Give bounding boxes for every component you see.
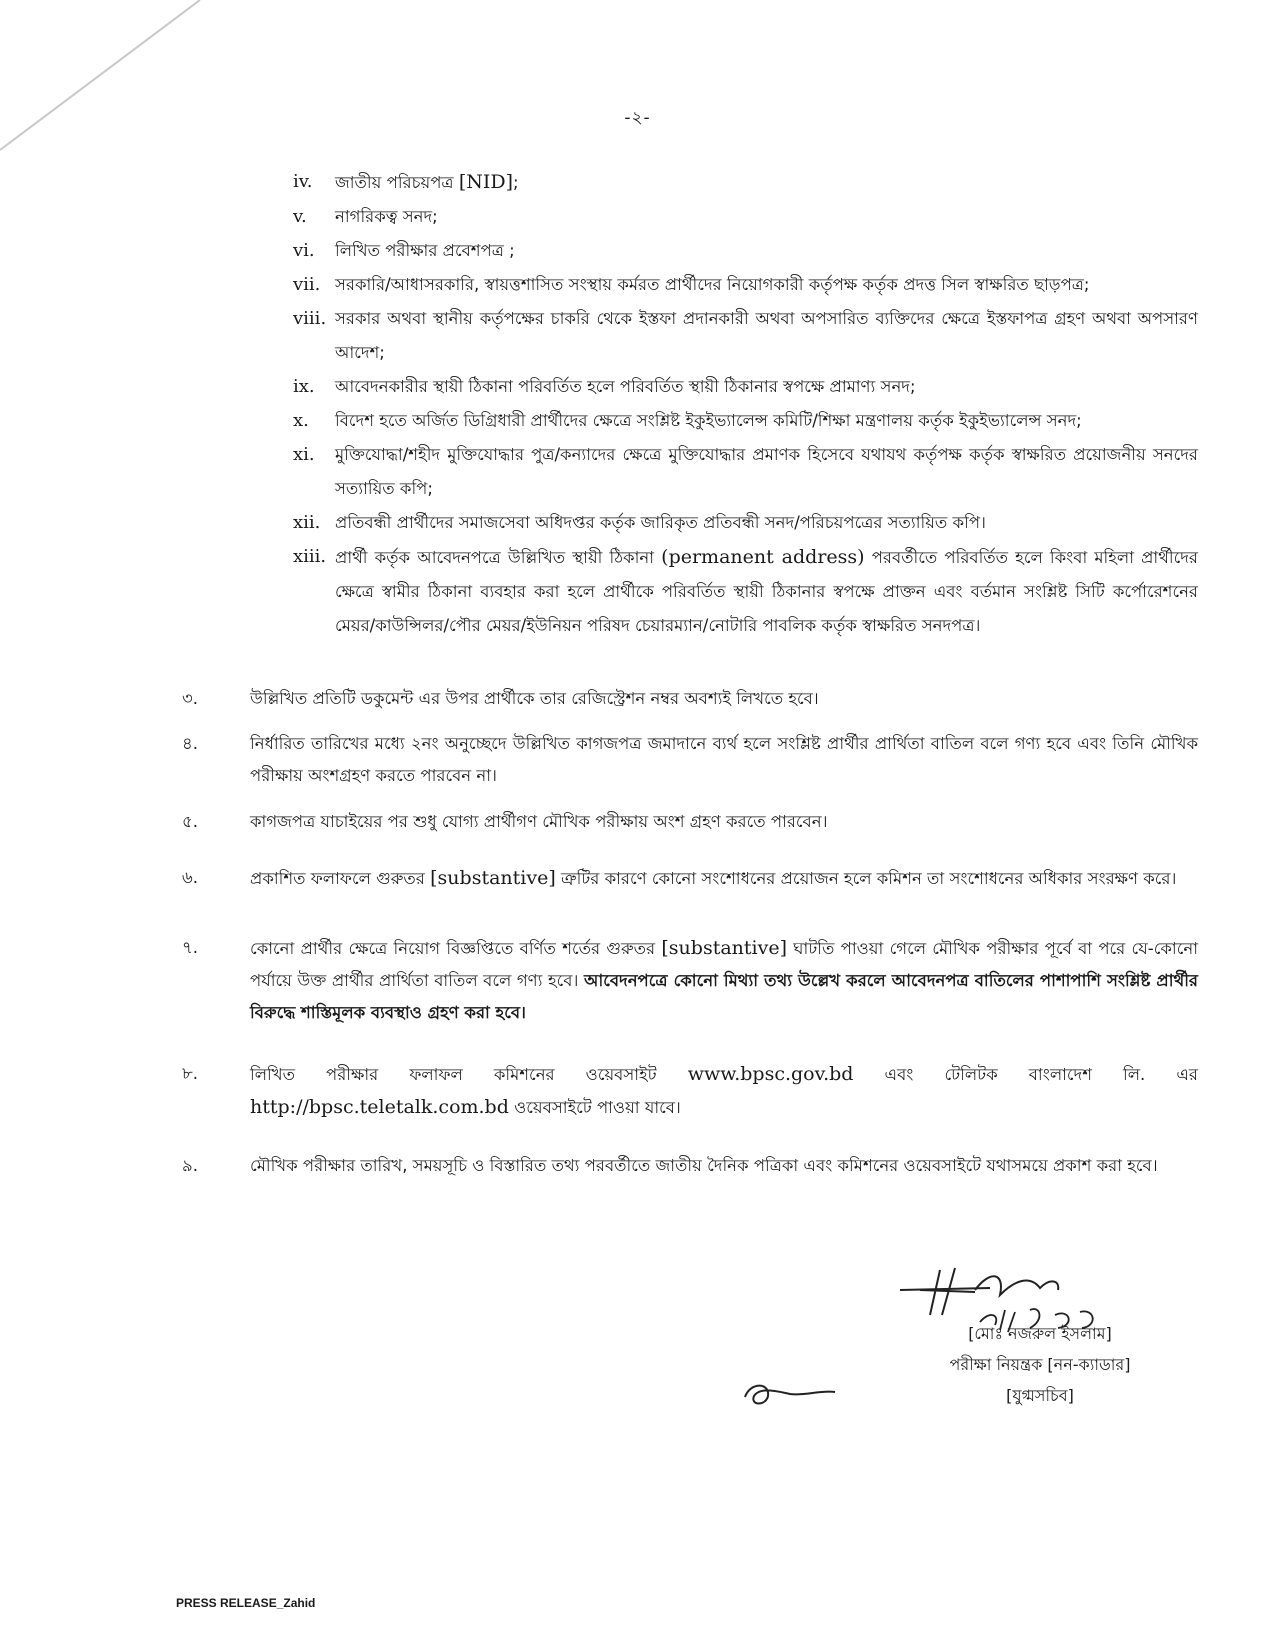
document-list-item bbox=[293, 370, 1198, 404]
list-item-number: vii. bbox=[293, 274, 321, 295]
instruction-number: ৬. bbox=[182, 868, 198, 887]
text-segment: ওয়েবসাইটে পাওয়া যাবে। bbox=[508, 1098, 681, 1117]
latin-text: http://bpsc.teletalk.com.bd bbox=[250, 1096, 509, 1118]
text-segment: মৌখিক পরীক্ষার তারিখ, সময়সূচি ও বিস্তারিত তথ্য পরবর্তীতে জাতীয় দৈনিক পত্রিকা এবং কমিশনের ওয়েবসাইটে যথাসময়ে প্রকাশ করা হবে। bbox=[250, 1156, 1158, 1175]
page-number: -২- bbox=[624, 108, 651, 128]
latin-text: www.bpsc.gov.bd bbox=[687, 1063, 854, 1085]
latin-text: [NID] bbox=[458, 171, 514, 193]
document-list-item bbox=[293, 540, 1198, 643]
text-segment: সরকার অথবা স্থানীয় কর্তৃপক্ষের চাকরি থেকে ইস্তফা প্রদানকারী অথবা অপসারিত ব্যক্তিদের ক্ষেত্রে ইস্তফাপত্র গ্রহণ অথবা অপসারণ আদেশ; bbox=[335, 309, 1198, 362]
text-segment: নির্ধারিত তারিখের মধ্যে ২নং অনুচ্ছেদে উল্লিখিত কাগজপত্র জমাদানে ব্যর্থ হলে সংশ্লিষ্ট প্রার্থীর প্রার্থিতা বাতিল বলে গণ্য হবে এবং তিনি মৌখিক পরীক্ষায় অংশগ্রহণ করতে পারবেন না। bbox=[250, 734, 1198, 785]
text-segment: ; bbox=[513, 173, 519, 192]
document-list-item bbox=[293, 234, 1198, 268]
text-segment: নাগরিকত্ব সনদ; bbox=[335, 207, 438, 226]
instruction-item bbox=[182, 683, 1198, 715]
latin-text: [substantive] bbox=[661, 937, 787, 959]
instruction-text bbox=[250, 932, 1198, 1029]
instruction-item bbox=[182, 862, 1198, 895]
latin-text: [substantive] bbox=[430, 867, 556, 889]
instruction-number: ৯. bbox=[182, 1156, 198, 1175]
signatory-name: [মোঃ নজরুল ইসলাম] bbox=[968, 1324, 1112, 1343]
document-list-item bbox=[293, 302, 1198, 370]
text-segment: পরবর্তীতে পরিবর্তিত হলে কিংবা মহিলা প্রার্থীদের ক্ষেত্রে স্বামীর ঠিকানা ব্যবহার করা হলে প্রার্থীকে পরিবর্তিত স্থায়ী ঠিকানার স্বপক্ষে প্রাক্তন এবং বর্তমান সংশ্লিষ্ট সিটি কর্পোরেশনের মেয়র/কাউন্সিলর/পৌর মেয়র/ইউনিয়ন পরিষদ চেয়ারম্যান/নোটারি পাবলিক কর্তৃক স্বাক্ষরিত সনদপত্র। bbox=[335, 548, 1198, 635]
list-item-number: v. bbox=[293, 206, 307, 227]
instruction-text bbox=[250, 728, 1198, 792]
signatory-designation: পরীক্ষা নিয়ন্ত্রক [নন-ক্যাডার] bbox=[949, 1355, 1131, 1374]
document-list-item bbox=[293, 165, 1198, 200]
text-segment: উল্লিখিত প্রতিটি ডকুমেন্ট এর উপর প্রার্থীকে তার রেজিস্ট্রেশন নম্বর অবশ্যই লিখতে হবে। bbox=[250, 689, 819, 708]
instruction-text bbox=[250, 683, 1198, 715]
document-list-item bbox=[293, 200, 1198, 234]
list-item-number: vi. bbox=[293, 240, 315, 261]
list-item-text bbox=[335, 438, 1198, 506]
list-item-number: xii. bbox=[293, 512, 321, 533]
list-item-text bbox=[335, 200, 1198, 234]
list-item-text bbox=[335, 540, 1198, 643]
required-documents-list bbox=[293, 165, 1198, 643]
instruction-text bbox=[250, 806, 1198, 838]
list-item-text bbox=[335, 404, 1198, 438]
instruction-item bbox=[182, 932, 1198, 1029]
list-item-text bbox=[335, 506, 1198, 540]
text-segment: ত্রুটির কারণে কোনো সংশোধনের প্রয়োজন হলে কমিশন তা সংশোধনের অধিকার সংরক্ষণ করে। bbox=[555, 869, 1177, 888]
signature-block bbox=[880, 1318, 1200, 1411]
list-item-number: xi. bbox=[293, 444, 315, 465]
footer-label: PRESS RELEASE_Zahid bbox=[176, 1596, 316, 1610]
instruction-item bbox=[182, 1058, 1198, 1124]
instruction-number: ৮. bbox=[182, 1064, 198, 1083]
instruction-item bbox=[182, 806, 1198, 838]
instruction-text bbox=[250, 1058, 1198, 1124]
text-segment: সরকারি/আধাসরকারি, স্বায়ত্তশাসিত সংস্থায় কর্মরত প্রার্থীদের নিয়োগকারী কর্তৃপক্ষ কর্তৃক প্রদত্ত সিল স্বাক্ষরিত ছাড়পত্র; bbox=[335, 275, 1090, 294]
text-segment: প্রতিবন্ধী প্রার্থীদের সমাজসেবা অধিদপ্তর কর্তৃক জারিকৃত প্রতিবন্ধী সনদ/পরিচয়পত্রের সত্যায়িত কপি। bbox=[335, 513, 986, 532]
text-segment: লিখিত পরীক্ষার প্রবেশপত্র ; bbox=[335, 241, 515, 260]
document-list-item bbox=[293, 268, 1198, 302]
list-item-number: xiii. bbox=[293, 546, 327, 567]
text-segment: আবেদনকারীর স্থায়ী ঠিকানা পরিবর্তিত হলে পরিবর্তিত স্থায়ী ঠিকানার স্বপক্ষে প্রামাণ্য সনদ; bbox=[335, 377, 916, 396]
handwritten-initials bbox=[740, 1372, 860, 1412]
list-item-number: viii. bbox=[293, 308, 327, 329]
latin-text: (permanent address) bbox=[661, 546, 865, 568]
list-item-text bbox=[335, 302, 1198, 370]
instruction-number: ৩. bbox=[182, 689, 198, 708]
list-item-number: iv. bbox=[293, 171, 313, 192]
list-item-text bbox=[335, 234, 1198, 268]
instruction-text bbox=[250, 862, 1198, 895]
page-corner-fold bbox=[0, 0, 240, 180]
instruction-number: ৫. bbox=[182, 812, 198, 831]
instruction-text bbox=[250, 1150, 1198, 1182]
text-segment: মুক্তিযোদ্ধা/শহীদ মুক্তিযোদ্ধার পুত্র/কন্যাদের ক্ষেত্রে মুক্তিযোদ্ধার প্রমাণক হিসেবে যথাযথ কর্তৃপক্ষ কর্তৃক স্বাক্ষরিত প্রয়োজনীয় সনদের সত্যায়িত কপি; bbox=[335, 445, 1198, 498]
list-item-text bbox=[335, 268, 1198, 302]
instruction-number: ৪. bbox=[182, 734, 198, 753]
text-segment: প্রার্থী কর্তৃক আবেদনপত্রে উল্লিখিত স্থায়ী ঠিকানা bbox=[335, 548, 662, 567]
text-segment: কাগজপত্র যাচাইয়ের পর শুধু যোগ্য প্রার্থীগণ মৌখিক পরীক্ষায় অংশ গ্রহণ করতে পারবেন। bbox=[250, 812, 828, 831]
text-segment: প্রকাশিত ফলাফলে গুরুতর bbox=[250, 869, 431, 888]
text-segment: বিদেশ হতে অর্জিত ডিগ্রিধারী প্রার্থীদের ক্ষেত্রে সংশ্লিষ্ট ইকুইভ্যালেন্স কমিটি/শিক্ষা মন্ত্রণালয় কর্তৃক ইকুইভ্যালেন্স সনদ; bbox=[335, 411, 1082, 430]
signatory-rank: [যুগ্মসচিব] bbox=[1006, 1386, 1074, 1405]
document-list-item bbox=[293, 404, 1198, 438]
instruction-item bbox=[182, 1150, 1198, 1182]
text-segment: এবং টেলিটক বাংলাদেশ লি. এর bbox=[853, 1065, 1198, 1084]
list-item-text bbox=[335, 165, 1198, 200]
text-segment: ঘাটতি পাওয়া গেলে মৌখিক পরীক্ষার পূর্বে বা পরে যে-কোনো পর্যায়ে উক্ত প্রার্থীর প্রার্থিতা বাতিল বলে গণ্য হবে। bbox=[250, 939, 1198, 990]
bold-text: আবেদনপত্রে কোনো মিথ্যা তথ্য উল্লেখ করলে আবেদনপত্র বাতিলের পাশাপাশি সংশ্লিষ্ট প্রার্থীর বিরুদ্ধে শাস্তিমূলক ব্যবস্থাও গ্রহণ করা হবে। bbox=[250, 971, 1198, 1022]
instruction-item bbox=[182, 728, 1198, 792]
list-item-text bbox=[335, 370, 1198, 404]
list-item-number: x. bbox=[293, 410, 309, 431]
instruction-number: ৭. bbox=[182, 938, 198, 957]
text-segment: কোনো প্রার্থীর ক্ষেত্রে নিয়োগ বিজ্ঞপ্তিতে বর্ণিত শর্তের গুরুতর bbox=[250, 939, 662, 958]
document-list-item bbox=[293, 506, 1198, 540]
list-item-number: ix. bbox=[293, 376, 315, 397]
document-list-item bbox=[293, 438, 1198, 506]
text-segment: লিখিত পরীক্ষার ফলাফল কমিশনের ওয়েবসাইট bbox=[250, 1065, 688, 1084]
text-segment: জাতীয় পরিচয়পত্র bbox=[335, 173, 459, 192]
